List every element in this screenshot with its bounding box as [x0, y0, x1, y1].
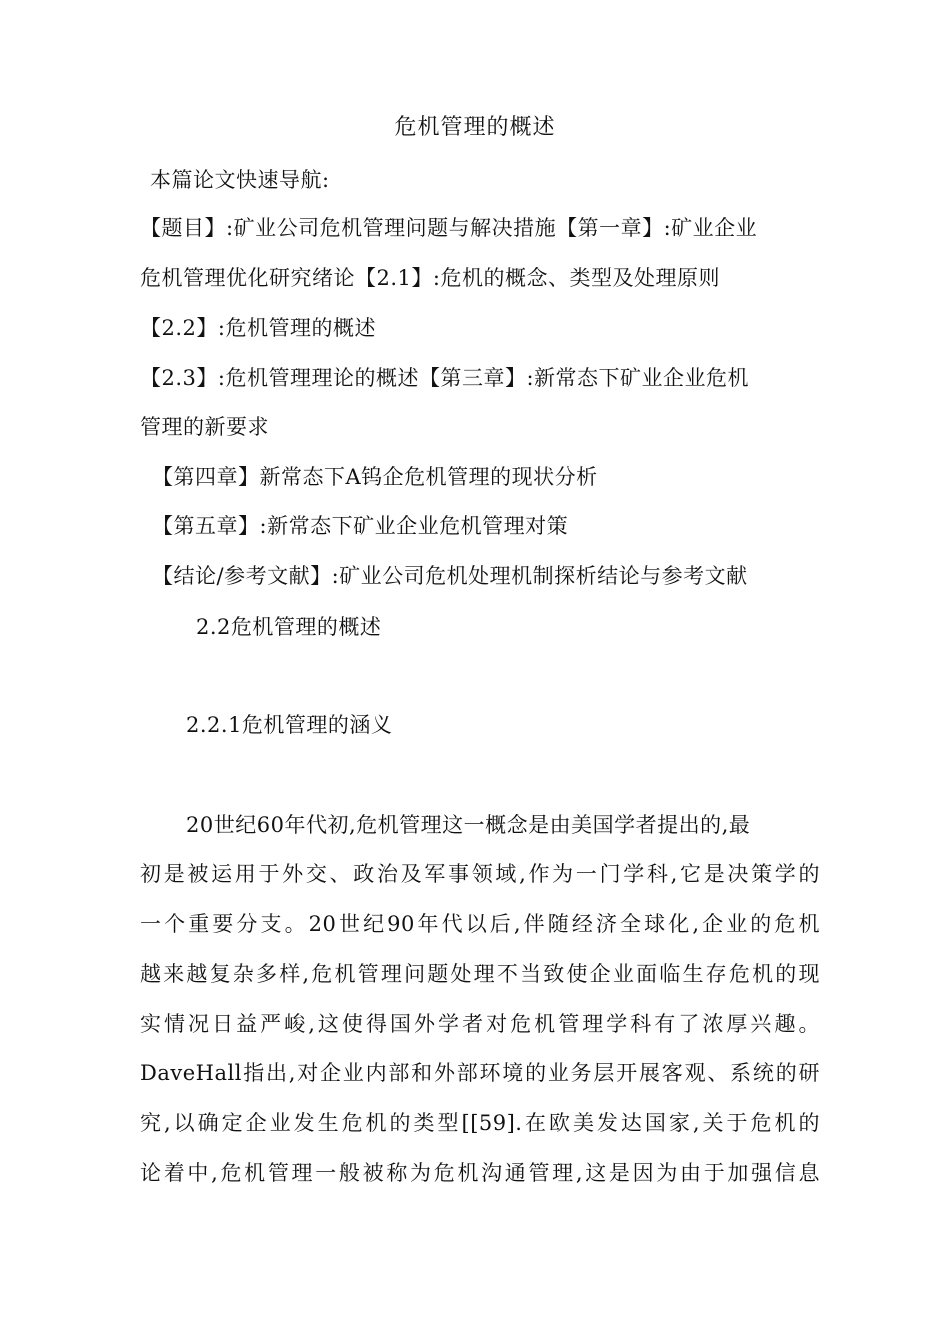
nav-line-6: 【第四章】新常态下A钨企危机管理的现状分析: [152, 465, 598, 489]
body-line-4: 越来越复杂多样,危机管理问题处理不当致使企业面临生存危机的现: [140, 962, 820, 986]
body-line-6: DaveHall指出,对企业内部和外部环境的业务层开展客观、系统的研: [140, 1061, 820, 1085]
nav-line-2: 危机管理优化研究绪论【2.1】:危机的概念、类型及处理原则: [140, 266, 720, 290]
body-line-8: 论着中,危机管理一般被称为危机沟通管理,这是因为由于加强信息: [140, 1161, 820, 1185]
nav-intro: 本篇论文快速导航:: [150, 168, 330, 192]
nav-line-8: 【结论/参考文献】:矿业公司危机处理机制探析结论与参考文献: [152, 564, 748, 588]
body-line-7: 究,以确定企业发生危机的类型[[59].在欧美发达国家,关于危机的: [140, 1111, 820, 1135]
nav-line-3: 【2.2】:危机管理的概述: [140, 316, 376, 340]
body-line-3: 一个重要分支。20世纪90年代以后,伴随经济全球化,企业的危机: [140, 912, 820, 936]
nav-line-1: 【题目】:矿业公司危机管理问题与解决措施【第一章】:矿业企业: [140, 216, 758, 240]
subsection-heading: 2.2.1危机管理的涵义: [186, 713, 393, 737]
body-line-2: 初是被运用于外交、政治及军事领域,作为一门学科,它是决策学的: [140, 862, 820, 886]
nav-line-5: 管理的新要求: [140, 415, 269, 439]
section-heading: 2.2危机管理的概述: [196, 615, 382, 639]
body-line-1: 20世纪60年代初,危机管理这一概念是由美国学者提出的,最: [186, 813, 751, 837]
nav-line-4: 【2.3】:危机管理理论的概述【第三章】:新常态下矿业企业危机: [140, 366, 750, 390]
page-title: 危机管理的概述: [394, 115, 556, 140]
nav-line-7: 【第五章】:新常态下矿业企业危机管理对策: [152, 514, 569, 538]
body-line-5: 实情况日益严峻,这使得国外学者对危机管理学科有了浓厚兴趣。: [140, 1012, 820, 1036]
